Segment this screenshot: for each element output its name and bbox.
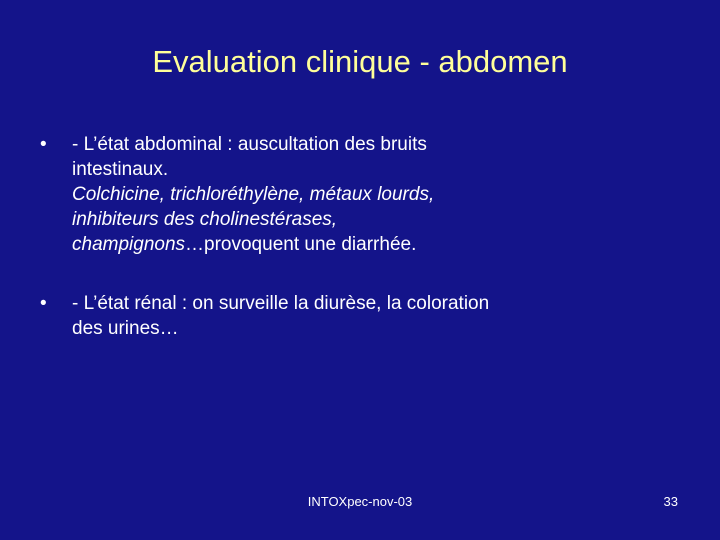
bullet-item-renal	[40, 291, 690, 341]
bullet-text-line: - L’état abdominal : auscultation des bruits	[72, 134, 427, 155]
bullet-text-fragment: …provoquent une diarrhée.	[185, 234, 417, 255]
bullet-item-abdominal	[40, 132, 690, 257]
bullet-text-line: - L’état rénal : on surveille la diurèse, la coloration	[72, 293, 490, 314]
bullet-text-line: intestinaux.	[72, 159, 169, 180]
bullet-marker: •	[40, 293, 47, 314]
slide-title: Evaluation clinique - abdomen	[152, 44, 568, 79]
bullet-mixed-line	[72, 232, 690, 257]
bullet-italic-fragment: champignons	[72, 234, 186, 255]
bullet-italic-line: Colchicine, trichloréthylène, métaux lourds,	[72, 184, 435, 205]
bullet-marker: •	[40, 134, 47, 155]
page-number: 33	[663, 494, 678, 509]
bullet-list	[40, 132, 690, 375]
bullet-italic-line: inhibiteurs des cholinestérases,	[72, 209, 338, 230]
bullet-text-line: des urines…	[72, 318, 179, 339]
footer-label: INTOXpec-nov-03	[307, 494, 413, 509]
